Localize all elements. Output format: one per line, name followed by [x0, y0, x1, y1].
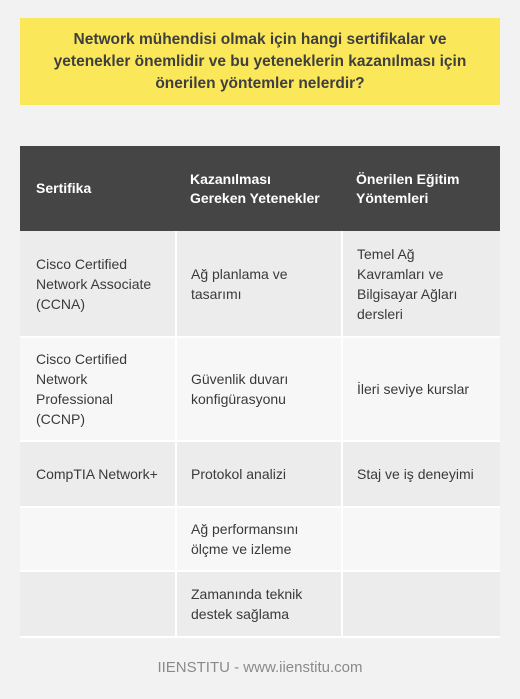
header-skills: Kazanılması Gereken Yetenekler	[176, 146, 342, 231]
cell-certificate	[20, 571, 176, 637]
table-row	[20, 571, 500, 637]
cell-skill: Zamanında teknik destek sağlama	[176, 571, 342, 637]
cell-certificate: CompTIA Network+	[20, 441, 176, 507]
title-banner	[20, 18, 500, 105]
table-row	[20, 231, 500, 337]
table-row	[20, 507, 500, 571]
table-row	[20, 337, 500, 441]
table-header-row	[20, 146, 500, 231]
header-certificate: Sertifika	[20, 146, 176, 231]
cell-method: İleri seviye kurslar	[342, 337, 500, 441]
cell-skill: Ağ planlama ve tasarımı	[176, 231, 342, 337]
cell-certificate	[20, 507, 176, 571]
page-title: Network mühendisi olmak için hangi sertifikalar ve yetenekler önemlidir ve bu yeteneklerin kazanılması için önerilen yöntemler nelerdir?	[53, 30, 467, 92]
cell-method: Staj ve iş deneyimi	[342, 441, 500, 507]
certification-table	[20, 146, 500, 638]
cell-method	[342, 571, 500, 637]
cell-skill: Ağ performansını ölçme ve izleme	[176, 507, 342, 571]
cell-certificate: Cisco Certified Network Associate (CCNA)	[20, 231, 176, 337]
cell-skill: Protokol analizi	[176, 441, 342, 507]
cell-method	[342, 507, 500, 571]
header-methods: Önerilen Eğitim Yöntemleri	[342, 146, 500, 231]
cell-certificate: Cisco Certified Network Professional (CCNP)	[20, 337, 176, 441]
cell-skill: Güvenlik duvarı konfigürasyonu	[176, 337, 342, 441]
table-row	[20, 441, 500, 507]
footer-credit: IIENSTITU - www.iienstitu.com	[157, 659, 363, 676]
cell-method: Temel Ağ Kavramları ve Bilgisayar Ağları dersleri	[342, 231, 500, 337]
